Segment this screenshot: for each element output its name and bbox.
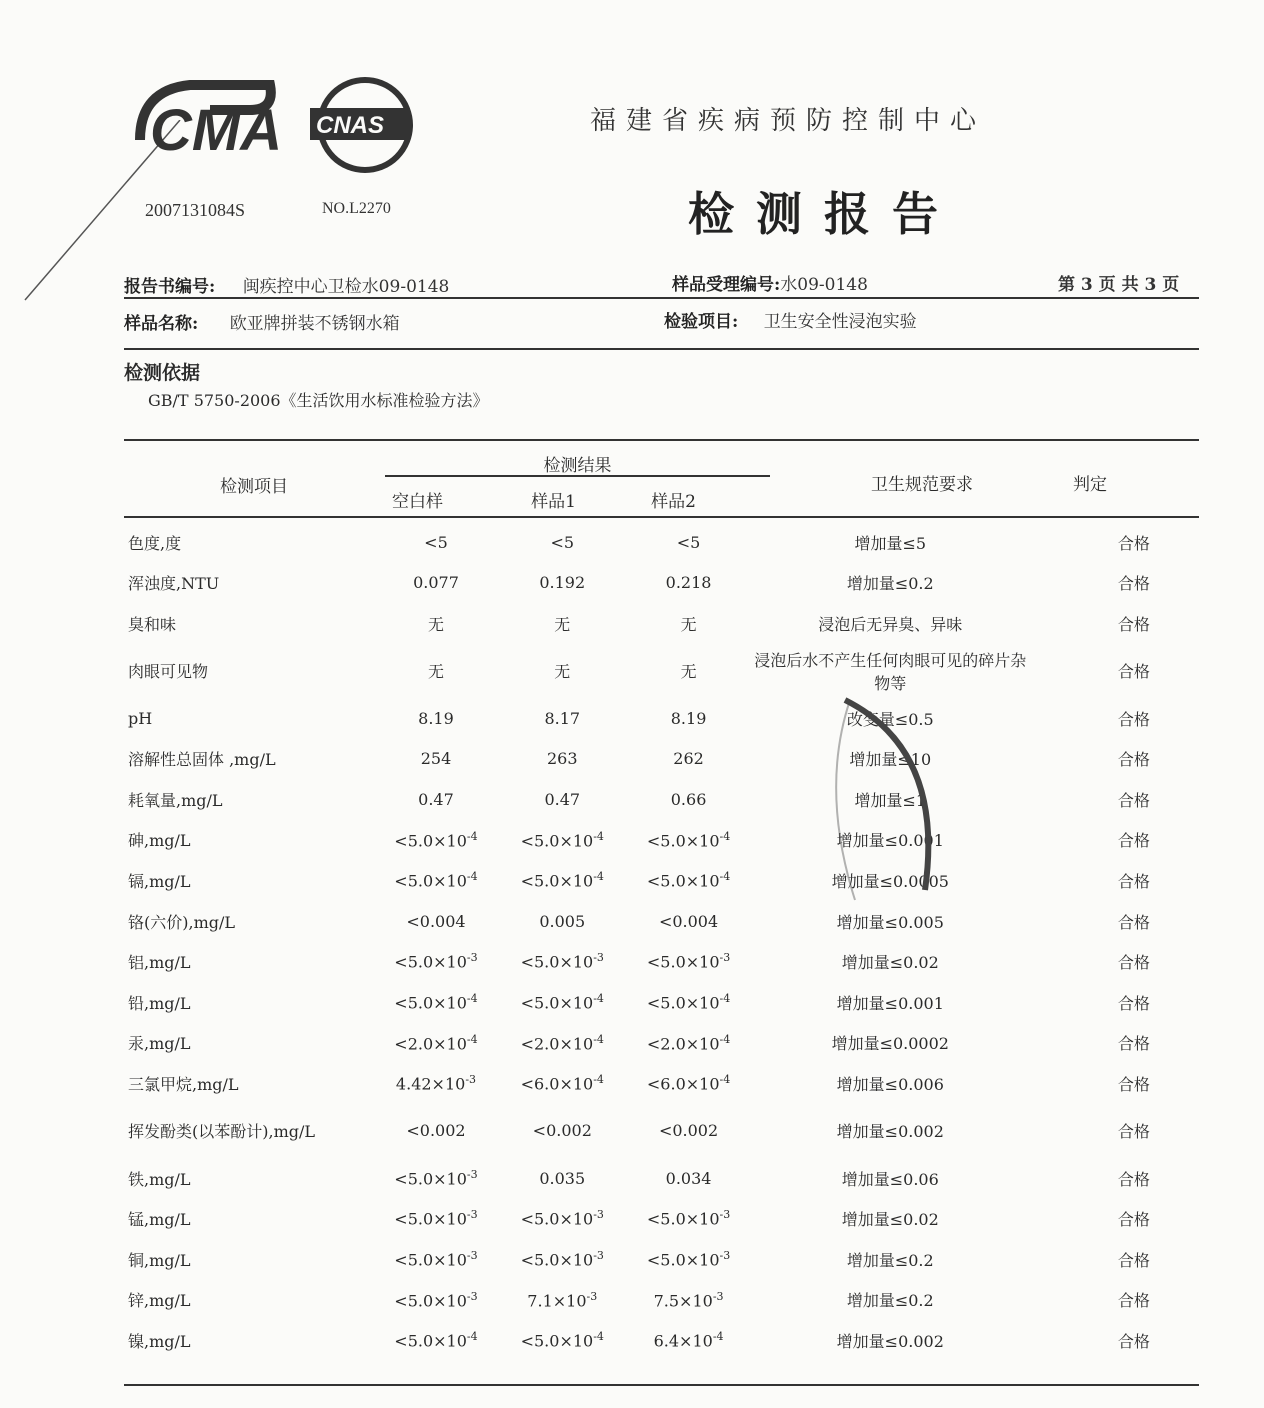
- table-bottom-border: [124, 1384, 1199, 1386]
- col-header-results: 检测结果: [543, 456, 612, 476]
- row-verdict: 合格: [1117, 1210, 1150, 1230]
- row-verdict: 合格: [1117, 709, 1150, 729]
- cma-logo-text: CMA: [150, 98, 283, 163]
- row-standard: 增加量≤0.002: [836, 1122, 944, 1142]
- report-number: 闽疾控中心卫检水09-0148: [242, 277, 450, 297]
- row-standard: 增加量≤0.2: [846, 574, 934, 594]
- row-blank-value: $<5.0\times 10^{-4}$: [394, 829, 478, 851]
- row-sample1-value: 0.035: [539, 1168, 586, 1188]
- row-item-name: 溶解性总固体 ,mg/L: [128, 750, 276, 770]
- row-sample2-value: 0.66: [670, 789, 707, 809]
- sample-name-row: [124, 309, 400, 334]
- row-sample1-value: 0.192: [539, 573, 586, 593]
- row-sample2-value: $<6.0\times 10^{-4}$: [646, 1073, 731, 1094]
- table-row: [124, 779, 1199, 820]
- row-standard: 增加量≤1: [854, 790, 927, 810]
- table-header-border: [124, 516, 1199, 518]
- row-item-name: pH: [128, 708, 153, 728]
- table-row: [124, 1023, 1199, 1064]
- sample-receipt-number: 水09-0148: [780, 275, 868, 295]
- report-title: 检测报告: [688, 187, 960, 241]
- row-verdict: 合格: [1117, 1250, 1150, 1270]
- row-blank-value: $<5.0\times 10^{-3}$: [394, 1167, 478, 1189]
- row-blank-value: $<5.0\times 10^{-3}$: [394, 1289, 478, 1310]
- row-sample2-value: $7.5\times 10^{-3}$: [653, 1289, 724, 1310]
- cnas-logo: [310, 80, 410, 170]
- row-item-name: 耗氧量,mg/L: [128, 790, 223, 810]
- row-verdict: 合格: [1117, 1122, 1150, 1142]
- table-row: [124, 1158, 1199, 1199]
- cnas-logo-text: CNAS: [316, 112, 385, 139]
- row-blank-value: 254: [420, 749, 452, 769]
- row-verdict: 合格: [1117, 1169, 1150, 1189]
- row-sample2-value: $6.4\times 10^{-4}$: [653, 1330, 724, 1351]
- row-verdict: 合格: [1117, 993, 1150, 1013]
- report-number-row: [124, 272, 449, 297]
- row-blank-value: 0.077: [413, 573, 459, 593]
- col-header-blank: 空白样: [392, 492, 443, 512]
- row-sample1-value: 263: [547, 749, 578, 769]
- row-sample2-value: $<5.0\times 10^{-4}$: [646, 870, 731, 891]
- row-sample1-value: $<5.0\times 10^{-3}$: [520, 951, 604, 972]
- sample-name: 欧亚牌拼装不锈钢水箱: [229, 314, 400, 334]
- official-stamp: [830, 690, 950, 910]
- row-sample1-value: $<6.0\times 10^{-4}$: [520, 1073, 604, 1094]
- table-row: [124, 1104, 1199, 1158]
- row-standard: 增加量≤0.001: [836, 831, 944, 851]
- row-standard: 增加量≤0.02: [841, 1210, 939, 1230]
- row-item-name: 砷,mg/L: [128, 831, 191, 851]
- cnas-number: NO.L2270: [322, 200, 391, 217]
- col-header-verdict: 判定: [1073, 475, 1107, 495]
- row-verdict: 合格: [1117, 750, 1150, 770]
- row-standard: 浸泡后无异臭、异味: [818, 614, 963, 634]
- row-verdict: 合格: [1117, 1291, 1150, 1311]
- row-standard: 改变量≤0.5: [846, 709, 934, 729]
- row-item-name: 铬(六价),mg/L: [128, 912, 236, 932]
- row-verdict: 合格: [1117, 1034, 1150, 1054]
- row-blank-value: <0.002: [406, 1121, 466, 1141]
- row-verdict: 合格: [1117, 1331, 1150, 1351]
- row-standard: 增加量≤0.06: [841, 1169, 939, 1189]
- col-header-item: 检测项目: [220, 477, 288, 497]
- row-blank-value: $<2.0\times 10^{-4}$: [394, 1032, 478, 1053]
- row-sample1-value: 无: [554, 662, 571, 682]
- row-blank-value: $<5.0\times 10^{-3}$: [394, 1208, 478, 1229]
- row-verdict: 合格: [1117, 662, 1150, 682]
- row-verdict: 合格: [1117, 953, 1150, 973]
- row-sample2-value: 0.218: [665, 573, 712, 593]
- table-row: [124, 982, 1199, 1023]
- row-item-name: 肉眼可见物: [128, 662, 209, 682]
- report-number-label: 报告书编号:: [124, 277, 216, 297]
- row-item-name: 镍,mg/L: [128, 1331, 191, 1351]
- row-verdict: 合格: [1117, 1074, 1150, 1094]
- row-sample1-value: <5: [550, 532, 575, 552]
- row-sample2-value: 无: [680, 662, 697, 682]
- row-item-name: 汞,mg/L: [128, 1034, 191, 1054]
- table-row: [124, 901, 1199, 942]
- row-item-name: 锰,mg/L: [128, 1210, 191, 1230]
- row-verdict: 合格: [1117, 912, 1150, 932]
- row-verdict: 合格: [1117, 790, 1150, 810]
- row-sample1-value: $7.1\times 10^{-3}$: [527, 1289, 598, 1310]
- sample-receipt-row: [672, 270, 868, 295]
- row-sample2-value: 无: [680, 614, 697, 634]
- row-sample2-value: 8.19: [670, 708, 707, 728]
- table-top-border: [124, 439, 1199, 441]
- sample-receipt-label: 样品受理编号:: [672, 275, 781, 295]
- row-blank-value: $<5.0\times 10^{-3}$: [394, 951, 478, 972]
- row-sample1-value: $<2.0\times 10^{-4}$: [520, 1032, 604, 1053]
- row-sample2-value: <5: [676, 532, 701, 552]
- row-item-name: 铁,mg/L: [128, 1169, 191, 1189]
- row-verdict: 合格: [1117, 614, 1150, 634]
- row-sample2-value: 262: [673, 749, 704, 769]
- certification-logos: [130, 70, 430, 180]
- row-sample2-value: <0.004: [658, 911, 719, 931]
- table-row: [124, 522, 1199, 563]
- row-sample2-value: 0.034: [665, 1168, 712, 1188]
- row-item-name: 色度,度: [128, 533, 182, 553]
- row-sample1-value: 8.17: [544, 708, 581, 728]
- row-sample2-value: $<5.0\times 10^{-3}$: [646, 1208, 731, 1229]
- table-row: [124, 698, 1199, 739]
- row-sample1-value: $<5.0\times 10^{-4}$: [520, 1330, 604, 1351]
- row-standard: 增加量≤0.006: [836, 1074, 944, 1094]
- row-blank-value: $<5.0\times 10^{-4}$: [394, 870, 478, 891]
- row-sample2-value: $<5.0\times 10^{-3}$: [646, 1249, 731, 1270]
- row-blank-value: $4.42\times 10^{-3}$: [395, 1073, 477, 1094]
- row-standard: 增加量≤0.001: [836, 993, 944, 1013]
- table-row: [124, 860, 1199, 901]
- table-row: [124, 1198, 1199, 1239]
- row-sample1-value: $<5.0\times 10^{-4}$: [520, 829, 604, 851]
- table-row: [124, 603, 1199, 644]
- row-standard: 浸泡后水不产生任何肉眼可见的碎片杂物等: [754, 650, 1027, 693]
- test-item-label: 检验项目:: [664, 312, 739, 332]
- row-blank-value: 无: [427, 614, 444, 634]
- cma-logo: [140, 85, 282, 163]
- row-item-name: 挥发酚类(以苯酚计),mg/L: [128, 1122, 316, 1142]
- row-blank-value: <0.004: [406, 911, 466, 931]
- divider: [124, 297, 1199, 299]
- row-item-name: 锌,mg/L: [128, 1291, 191, 1311]
- row-sample2-value: $<5.0\times 10^{-3}$: [646, 951, 731, 972]
- row-blank-value: 8.19: [418, 708, 454, 728]
- row-standard: 增加量≤0.005: [836, 912, 944, 932]
- row-blank-value: $<5.0\times 10^{-4}$: [394, 1330, 478, 1351]
- basis-standard: GB/T 5750-2006《生活饮用水标准检验方法》: [148, 391, 489, 410]
- row-item-name: 镉,mg/L: [128, 871, 191, 891]
- row-sample1-value: $<5.0\times 10^{-4}$: [520, 992, 604, 1013]
- table-row: [124, 644, 1199, 698]
- row-standard: 增加量≤0.0002: [831, 1034, 949, 1054]
- row-standard: 增加量≤0.2: [846, 1291, 934, 1311]
- row-blank-value: $<5.0\times 10^{-4}$: [394, 992, 478, 1013]
- col-header-sample2: 样品2: [651, 492, 696, 512]
- divider: [124, 348, 1199, 350]
- table-row: [124, 820, 1199, 861]
- row-sample1-value: $<5.0\times 10^{-4}$: [520, 870, 604, 891]
- row-item-name: 铝,mg/L: [128, 953, 191, 973]
- row-item-name: 铅,mg/L: [128, 993, 191, 1013]
- row-sample1-value: 无: [554, 614, 571, 634]
- col-header-standard: 卫生规范要求: [871, 475, 973, 495]
- table-row: [124, 1280, 1199, 1321]
- row-sample1-value: <0.002: [532, 1121, 592, 1141]
- sample-name-label: 样品名称:: [124, 314, 199, 334]
- row-item-name: 铜,mg/L: [128, 1250, 191, 1270]
- row-standard: 增加量≤0.02: [841, 953, 939, 973]
- page-info: 第 3 页 共 3 页: [1058, 275, 1180, 295]
- table-row: [124, 1239, 1199, 1280]
- row-verdict: 合格: [1117, 533, 1150, 553]
- test-item: 卫生安全性浸泡实验: [763, 312, 917, 332]
- row-blank-value: <5: [424, 532, 448, 552]
- table-row: [124, 738, 1199, 779]
- row-blank-value: 无: [427, 662, 444, 682]
- row-sample1-value: $<5.0\times 10^{-3}$: [520, 1208, 604, 1229]
- row-standard: 增加量≤5: [854, 533, 927, 553]
- row-verdict: 合格: [1117, 831, 1150, 851]
- table-row: [124, 563, 1199, 604]
- row-sample2-value: $<5.0\times 10^{-4}$: [646, 992, 731, 1013]
- row-sample1-value: $<5.0\times 10^{-3}$: [520, 1249, 604, 1270]
- row-sample2-value: $<2.0\times 10^{-4}$: [646, 1032, 731, 1053]
- row-item-name: 臭和味: [128, 614, 177, 634]
- row-verdict: 合格: [1117, 871, 1150, 891]
- col-header-sample1: 样品1: [531, 492, 576, 512]
- table-row: [124, 941, 1199, 982]
- cma-number: 2007131084S: [145, 200, 246, 220]
- row-sample1-value: 0.47: [544, 789, 581, 809]
- organization-name: 福建省疾病预防控制中心: [590, 106, 987, 136]
- row-item-name: 浑浊度,NTU: [128, 574, 220, 594]
- row-sample2-value: <0.002: [658, 1121, 719, 1141]
- results-table: [124, 522, 1199, 1361]
- row-verdict: 合格: [1117, 574, 1150, 594]
- row-blank-value: 0.47: [418, 789, 454, 809]
- basis-title: 检测依据: [124, 362, 201, 384]
- row-standard: 增加量≤10: [849, 750, 932, 770]
- table-row: [124, 1063, 1199, 1104]
- row-sample1-value: 0.005: [539, 911, 586, 931]
- row-blank-value: $<5.0\times 10^{-3}$: [394, 1249, 478, 1270]
- row-sample2-value: $<5.0\times 10^{-4}$: [646, 829, 731, 851]
- row-item-name: 三氯甲烷,mg/L: [128, 1074, 239, 1094]
- row-standard: 增加量≤0.002: [836, 1331, 944, 1351]
- table-row: [124, 1320, 1199, 1361]
- row-standard: 增加量≤0.2: [846, 1250, 934, 1270]
- test-item-row: [664, 307, 917, 332]
- row-standard: 增加量≤0.0005: [831, 871, 949, 891]
